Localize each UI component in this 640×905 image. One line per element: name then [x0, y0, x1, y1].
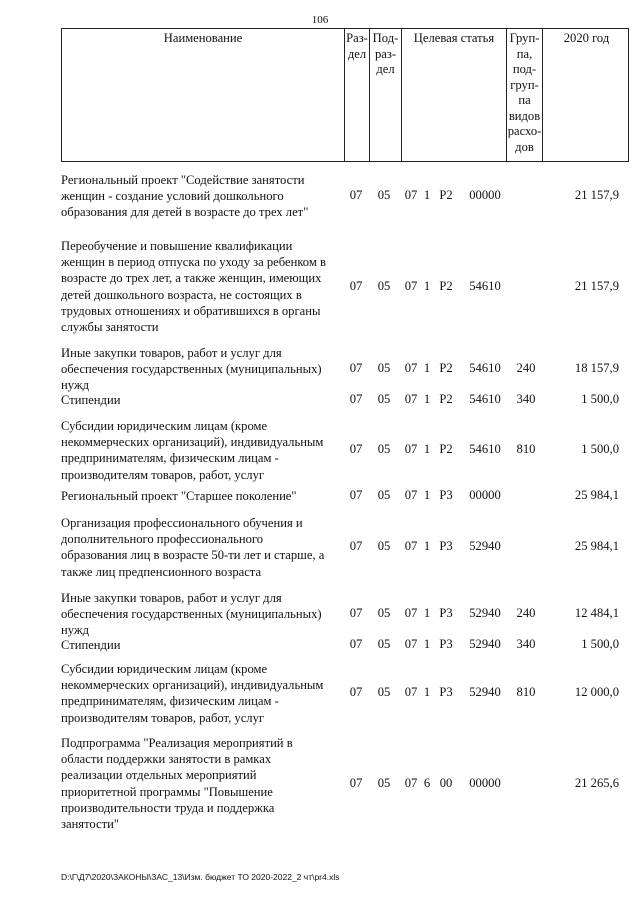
cell-podrazdel: 05	[377, 488, 391, 503]
row-name: Региональный проект "Старшее поколение"	[61, 489, 297, 503]
row-name: Субсидии юридическим лицам (кроме некоммерческих организаций), индивидуальным предпринимателям, физическим лицам - производителям товаров, работ, услуг	[61, 662, 324, 725]
row-name: Переобучение и повышение квалификации женщин в период отпуска по уходу за ребенком в возрасте до трех лет, а также женщин, имеющих детей дошкольного возраста, не состоящих в трудовых отношениях и обратившихся в органы службы занятости	[61, 239, 326, 335]
cell-podrazdel: 05	[377, 392, 391, 407]
cell-c3: P2	[439, 278, 453, 293]
cell-c4: 52940	[469, 539, 501, 554]
cell-amount: 25 984,1	[574, 488, 619, 503]
cell-c3: P3	[439, 637, 453, 652]
cell-c3: 00	[439, 775, 453, 790]
cell-amount: 1 500,0	[581, 637, 619, 652]
table-row	[61, 637, 629, 653]
cell-razdel: 07	[349, 278, 363, 293]
table-row	[61, 172, 629, 221]
cell-c2: 1	[423, 539, 431, 554]
cell-podrazdel: 05	[377, 637, 391, 652]
cell-amount: 1 500,0	[581, 392, 619, 407]
cell-c4: 54610	[469, 442, 501, 457]
row-name: Иные закупки товаров, работ и услуг для обеспечения государственных (муниципальных) нужд	[61, 346, 322, 393]
cell-amount: 18 157,9	[574, 361, 619, 376]
cell-amount: 25 984,1	[574, 539, 619, 554]
cell-c3: P3	[439, 488, 453, 503]
cell-vid: 810	[516, 442, 536, 457]
cell-c3: P2	[439, 361, 453, 376]
cell-c1: 07	[404, 685, 418, 700]
table-row	[61, 238, 629, 335]
footer-path: D:\Г\Д7\2020\ЗАКОНЫ\ЗАС_13\Изм. бюджет ТО 2020-2022_2 чт\pr4.xls	[61, 872, 340, 882]
cell-c4: 00000	[469, 488, 501, 503]
cell-c4: 52940	[469, 637, 501, 652]
table-row	[61, 590, 629, 639]
cell-c1: 07	[404, 361, 418, 376]
cell-c3: P3	[439, 606, 453, 621]
table-row	[61, 418, 629, 483]
cell-c3: P2	[439, 188, 453, 203]
cell-c4: 54610	[469, 392, 501, 407]
cell-c2: 1	[423, 188, 431, 203]
cell-c1: 07	[404, 392, 418, 407]
cell-razdel: 07	[349, 685, 363, 700]
cell-amount: 21 157,9	[574, 188, 619, 203]
row-name: Стипендии	[61, 638, 121, 652]
header-group: Груп- па, под- груп- па видов расхо- дов	[506, 29, 542, 161]
table-row	[61, 661, 629, 726]
cell-vid: 810	[516, 685, 536, 700]
cell-c2: 1	[423, 488, 431, 503]
cell-podrazdel: 05	[377, 278, 391, 293]
cell-c3: P2	[439, 442, 453, 457]
cell-c2: 1	[423, 606, 431, 621]
cell-podrazdel: 05	[377, 539, 391, 554]
cell-razdel: 07	[349, 539, 363, 554]
cell-c4: 54610	[469, 278, 501, 293]
cell-razdel: 07	[349, 637, 363, 652]
cell-podrazdel: 05	[377, 361, 391, 376]
table-row	[61, 488, 629, 504]
cell-razdel: 07	[349, 442, 363, 457]
cell-razdel: 07	[349, 188, 363, 203]
cell-razdel: 07	[349, 361, 363, 376]
cell-razdel: 07	[349, 488, 363, 503]
row-name: Региональный проект "Содействие занятости женщин - создание условий дошкольного образования для детей в возрасте до трех лет"	[61, 173, 309, 220]
cell-c2: 1	[423, 278, 431, 293]
row-name: Иные закупки товаров, работ и услуг для обеспечения государственных (муниципальных) нужд	[61, 591, 322, 638]
cell-c2: 1	[423, 442, 431, 457]
header-subsection: Под- раз- дел	[369, 29, 401, 161]
cell-c4: 00000	[469, 775, 501, 790]
cell-c4: 52940	[469, 606, 501, 621]
cell-c2: 1	[423, 392, 431, 407]
header-target-article: Целевая статья	[401, 29, 506, 161]
header-name: Наименование	[163, 31, 243, 45]
cell-razdel: 07	[349, 775, 363, 790]
cell-amount: 21 157,9	[574, 278, 619, 293]
row-name: Стипендии	[61, 393, 121, 407]
row-name: Организация профессионального обучения и дополнительного профессионального образования лиц в возрасте 50-ти лет и старше, а также лиц предпенсионного возраста	[61, 516, 325, 579]
row-name: Подпрограмма "Реализация мероприятий в области поддержки занятости в рамках реализации отдельных мероприятий приоритетной программы "Повышение производительности труда и поддержка занятости"	[61, 736, 293, 832]
cell-podrazdel: 05	[377, 775, 391, 790]
cell-c2: 1	[423, 637, 431, 652]
cell-vid: 240	[516, 361, 536, 376]
cell-amount: 1 500,0	[581, 442, 619, 457]
cell-c1: 07	[404, 488, 418, 503]
cell-c1: 07	[404, 442, 418, 457]
cell-amount: 12 000,0	[574, 685, 619, 700]
cell-c4: 52940	[469, 685, 501, 700]
cell-c2: 1	[423, 361, 431, 376]
cell-c2: 1	[423, 685, 431, 700]
cell-razdel: 07	[349, 606, 363, 621]
table-row	[61, 515, 629, 580]
table-row	[61, 392, 629, 408]
cell-podrazdel: 05	[377, 442, 391, 457]
cell-vid: 340	[516, 637, 536, 652]
cell-vid: 340	[516, 392, 536, 407]
table-header	[61, 28, 629, 162]
cell-vid: 240	[516, 606, 536, 621]
cell-c1: 07	[404, 637, 418, 652]
cell-c1: 07	[404, 775, 418, 790]
header-year: 2020 год	[542, 29, 630, 161]
cell-c3: P3	[439, 539, 453, 554]
cell-razdel: 07	[349, 392, 363, 407]
cell-c1: 07	[404, 539, 418, 554]
cell-c2: 6	[423, 775, 431, 790]
cell-podrazdel: 05	[377, 685, 391, 700]
table-row	[61, 735, 629, 832]
cell-c1: 07	[404, 278, 418, 293]
cell-amount: 12 484,1	[574, 606, 619, 621]
cell-podrazdel: 05	[377, 606, 391, 621]
cell-amount: 21 265,6	[574, 775, 619, 790]
header-section: Раз- дел	[344, 29, 369, 161]
table-row	[61, 345, 629, 394]
cell-c1: 07	[404, 606, 418, 621]
cell-c3: P2	[439, 392, 453, 407]
cell-c4: 54610	[469, 361, 501, 376]
cell-podrazdel: 05	[377, 188, 391, 203]
cell-c3: P3	[439, 685, 453, 700]
row-name: Субсидии юридическим лицам (кроме некоммерческих организаций), индивидуальным предпринимателям, физическим лицам - производителям товаров, работ, услуг	[61, 419, 324, 482]
page-number: 106	[311, 14, 329, 26]
cell-c4: 00000	[469, 188, 501, 203]
cell-c1: 07	[404, 188, 418, 203]
